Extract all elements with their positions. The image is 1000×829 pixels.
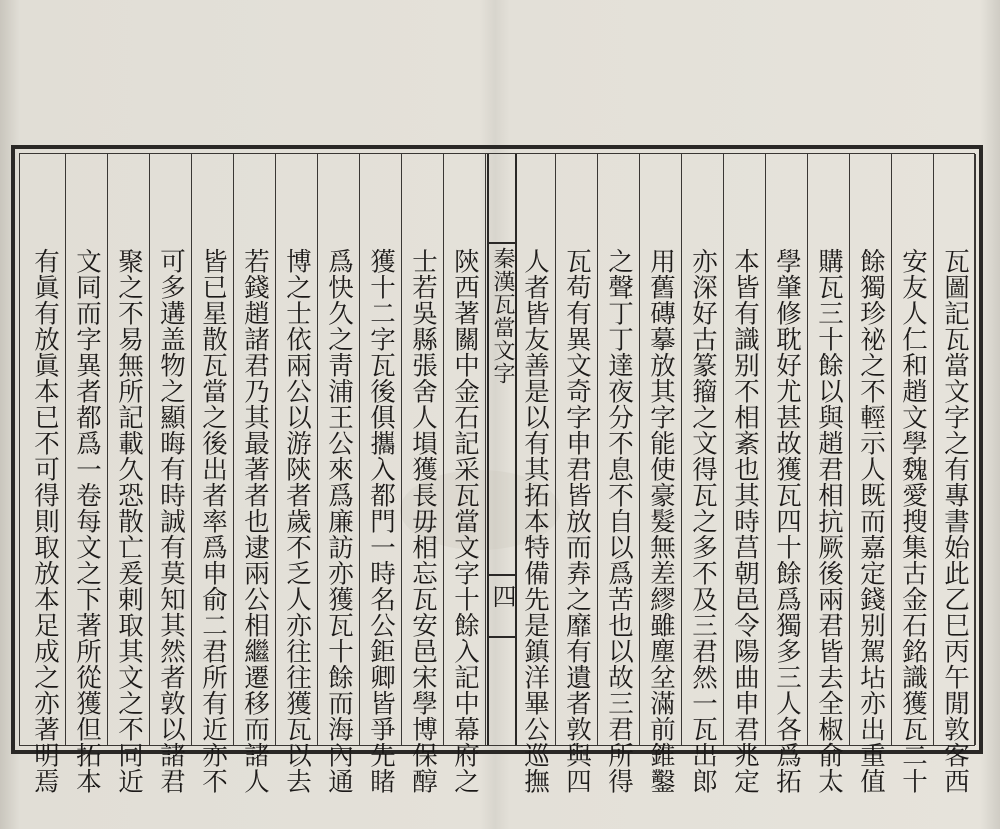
column-text: 瓦苟有異文奇字申君皆放而弆之靡有遺者敦與四: [562, 248, 592, 794]
page-number: 四: [488, 584, 516, 608]
text-column: [192, 154, 234, 794]
column-text: 人者皆友善是以有其拓本特備先是鎮洋畢公巡撫: [520, 248, 550, 794]
text-column: [444, 154, 486, 794]
fold-rule: [489, 242, 515, 244]
text-column: [850, 154, 892, 794]
column-text: 本皆有識别不相紊也其時莒朝邑令陽曲申君兆定: [730, 248, 760, 794]
text-column: [892, 154, 934, 794]
column-text: 餘獨珍祕之不輕示人既而嘉定錢别駕坫亦出重值: [856, 248, 886, 794]
column-text: 用舊磚摹放其字能使豪髮無差繆雖塵坌滿前錐鑿: [646, 248, 676, 794]
column-text: 爲快久之靑浦王公來爲廉訪亦獲瓦十餘而海內通: [324, 248, 354, 794]
column-text: 購瓦三十餘以與趙君相抗厥後兩君皆去全椒俞太: [814, 248, 844, 794]
column-text: 有眞有放眞本已不可得則取放本足成之亦著明焉: [30, 248, 60, 794]
column-text: 文同而字異者都爲一卷每文之下著所從獲但拓本: [72, 248, 102, 794]
text-column: [276, 154, 318, 794]
text-column: [360, 154, 402, 794]
column-text: 陝西著關中金石記采瓦當文字十餘入記中幕府之: [450, 248, 480, 794]
text-column: [234, 154, 276, 794]
text-column: [808, 154, 850, 794]
text-column: [640, 154, 682, 794]
text-column: [724, 154, 766, 794]
column-text: 士若吳縣張舍人塤獲長毋相忘瓦安邑宋學博保醇: [408, 248, 438, 794]
column-text: 之聲丁丁達夜分不息不自以爲苦也以故三君所得: [604, 248, 634, 794]
text-column: [318, 154, 360, 794]
column-text: 皆已星散瓦當之後出者率爲申俞二君所有近亦不: [198, 248, 228, 794]
book-title: 秦漢瓦當文字: [490, 247, 515, 385]
text-column: [150, 154, 192, 794]
column-text: 學肇修耽好尤甚故獲瓦四十餘爲獨多三人各爲拓: [772, 248, 802, 794]
text-column: [108, 154, 150, 794]
text-column: [934, 154, 976, 794]
column-text: 安友人仁和趙文學魏愛搜集古金石銘識獲瓦二十: [898, 248, 928, 794]
fold-rule: [489, 574, 515, 576]
column-text: 瓦圖記瓦當文字之有專書始此乙巳丙午閒敦客西: [940, 248, 970, 794]
text-frame-inner: [19, 153, 975, 794]
column-text: 亦深好古篆籀之文得瓦之多不及三君然一瓦出郎: [688, 248, 718, 794]
text-column: [24, 154, 66, 794]
text-column: [766, 154, 808, 794]
center-fold-column: [487, 154, 517, 745]
column-text: 若錢趙諸君乃其最著者也逮兩公相繼遷移而諸人: [240, 248, 270, 794]
text-column: [598, 154, 640, 794]
column-text: 獲十二字瓦後俱攜入都門一時名公鉅卿皆爭先睹: [366, 248, 396, 794]
text-frame: [11, 145, 983, 794]
text-column: [682, 154, 724, 794]
column-text: 可多遘盖物之顯晦有時誠有莫知其然者敦以諸君: [156, 248, 186, 794]
fold-rule: [489, 636, 515, 638]
text-column: [514, 154, 556, 794]
column-text: 聚之不易無所記載久恐散亡爰剌取其文之不同近: [114, 248, 144, 794]
text-column: [66, 154, 108, 794]
text-column: [556, 154, 598, 794]
column-text: 博之士依兩公以游陝者歲不乏人亦往往獲瓦以去: [282, 248, 312, 794]
text-column: [402, 154, 444, 794]
